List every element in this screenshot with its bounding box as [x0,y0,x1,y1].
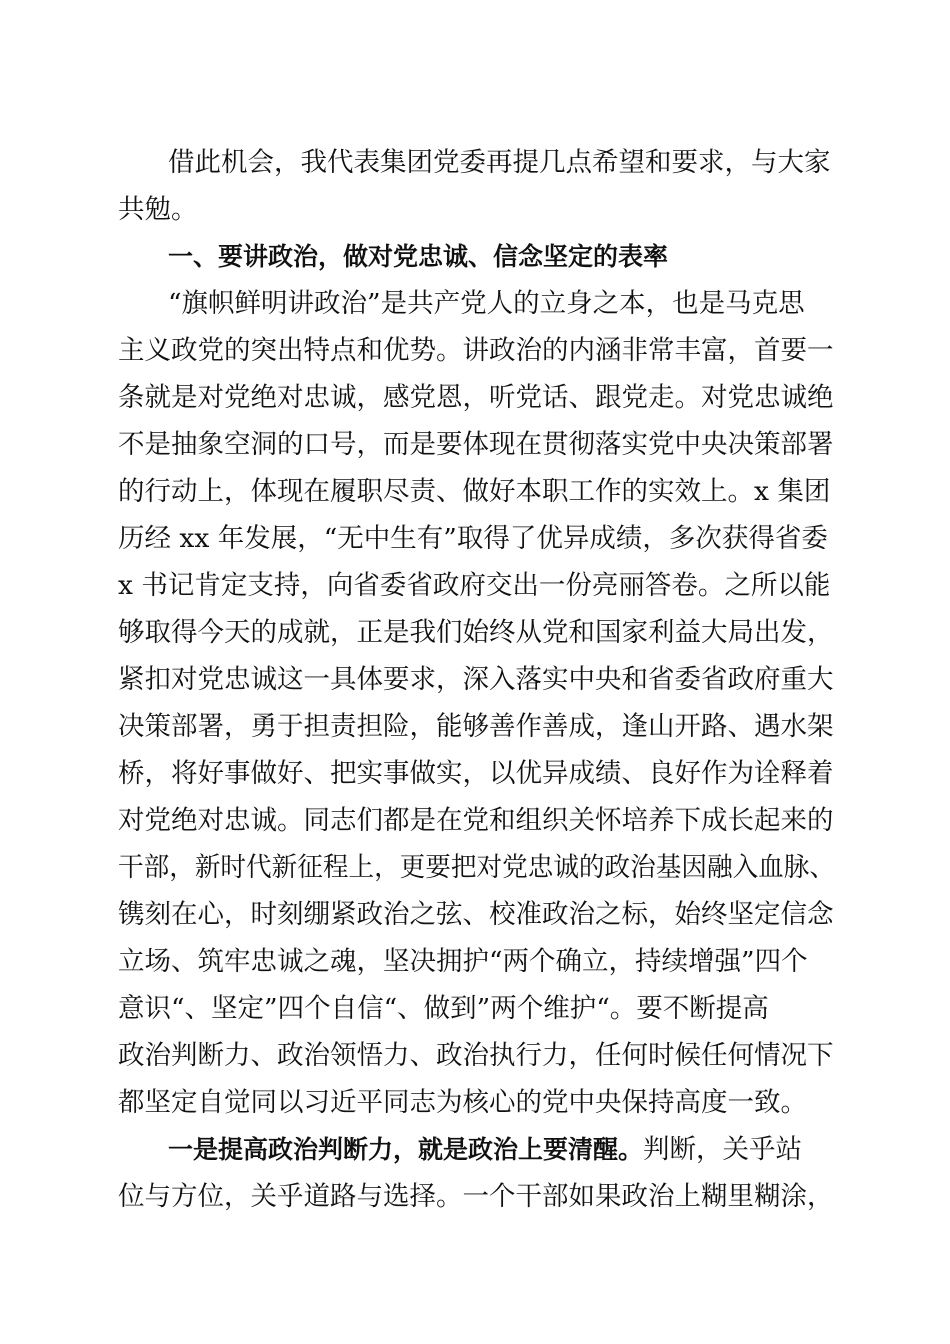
body-line: 的行动上，体现在履职尽责、做好本职工作的实效上。x 集团 [118,476,831,507]
body-line: 干部，新时代新征程上，更要把对党忠诚的政治基因融入血脉、 [118,852,835,883]
intro-line-1: 借此机会，我代表集团党委再提几点希望和要求，与大家 [168,147,831,178]
body-line: 紧扣对党忠诚这一具体要求，深入落实中央和省委省政府重大 [118,664,834,695]
body-line: 主义政党的突出特点和优势。讲政治的内涵非常丰富，首要一 [118,335,834,366]
body-line: 意识“、坚定”四个自信“、做到”两个维护“。要不断提高 [118,993,769,1024]
point-1-line-1 [168,1133,802,1167]
point-1-rest: 判断，关乎站 [643,1134,803,1165]
body-line: 历经 xx 年发展，“无中生有”取得了优异成绩，多次获得省委 [118,523,828,554]
body-line: 都坚定自觉同以习近平同志为核心的党中央保持高度一致。 [118,1087,807,1118]
body-line: 政治判断力、政治领悟力、政治执行力，任何时候任何情况下 [118,1040,834,1071]
section-heading: 一、要讲政治，做对党忠诚、信念坚定的表率 [168,242,669,271]
body-line: 条就是对党绝对忠诚，感党恩，听党话、跟党走。对党忠诚绝 [118,382,834,413]
body-line: 位与方位，关乎道路与选择。一个干部如果政治上糊里糊涂， [118,1181,834,1212]
intro-line-2: 共勉。 [118,194,198,225]
body-line: 决策部署，勇于担责担险，能够善作善成，逢山开路、遇水架 [118,711,834,742]
point-1-lead: 一是提高政治判断力，就是政治上要清醒。 [168,1135,644,1164]
body-line: 对党绝对忠诚。同志们都是在党和组织关怀培养下成长起来的 [118,805,834,836]
body-line: 够取得今天的成就，正是我们始终从党和国家利益大局出发， [118,617,834,648]
body-line: 立场、筑牢忠诚之魂，坚决拥护“两个确立，持续增强”四个 [118,946,808,977]
body-line: 不是抽象空洞的口号，而是要体现在贯彻落实党中央决策部署 [118,429,834,460]
body-line: x 书记肯定支持，向省委省政府交出一份亮丽答卷。之所以能 [118,570,831,601]
body-line: “旗帜鲜明讲政治”是共产党人的立身之本，也是马克思 [168,288,805,319]
body-line: 桥，将好事做好、把实事做实，以优异成绩、良好作为诠释着 [118,758,834,789]
body-line: 镌刻在心，时刻绷紧政治之弦、校准政治之标，始终坚定信念 [118,899,834,930]
